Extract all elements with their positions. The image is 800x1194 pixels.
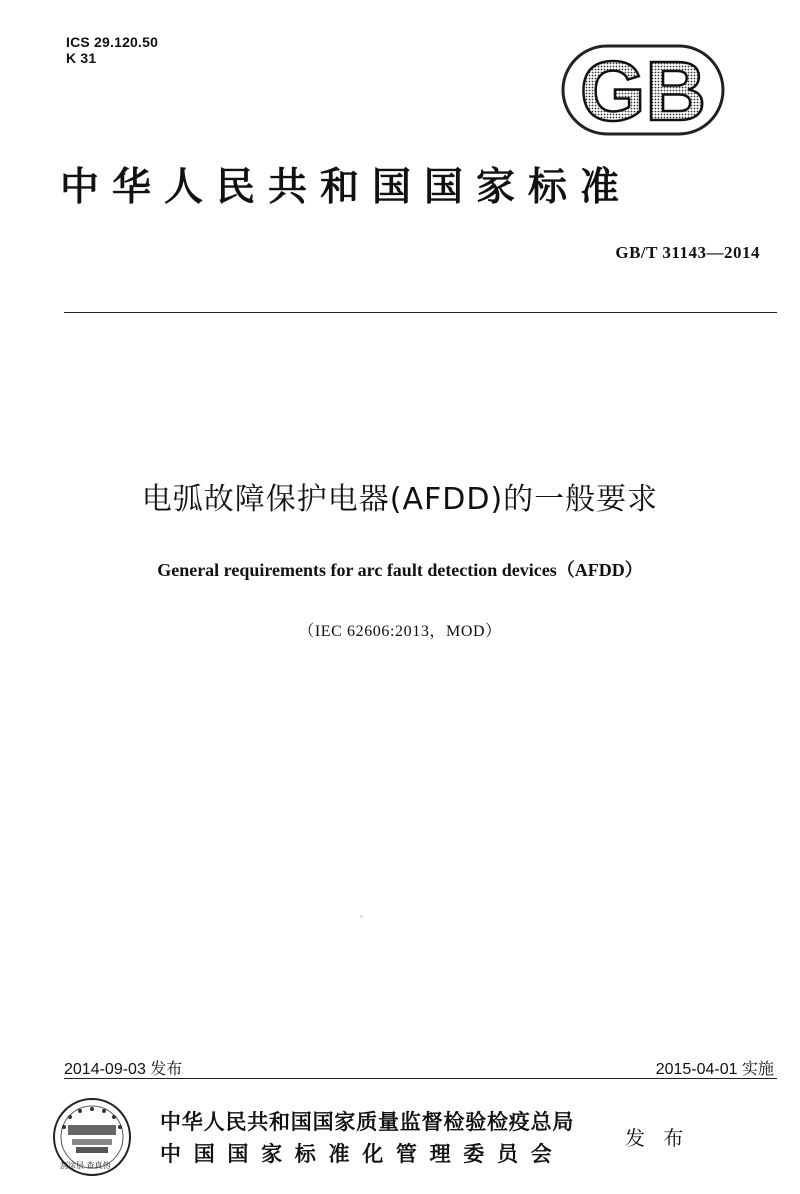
issuing-country-title: 中华人民共和国国家标准 xyxy=(60,165,633,210)
document-title-english: General requirements for arc fault detection devices（AFDD） xyxy=(157,560,643,580)
classification-codes xyxy=(66,34,158,66)
implementation-date: 2015-04-01 xyxy=(655,1061,738,1078)
implementation-label: 实施 xyxy=(741,1059,774,1078)
ccs-code: K 31 xyxy=(66,50,97,66)
issued-label: 发 布 xyxy=(625,1126,690,1150)
issue-date-line xyxy=(64,1056,182,1079)
document-title-chinese: 电弧故障保护电器(AFDD)的一般要求 xyxy=(141,482,659,517)
issuer-sac: 中国国家标准化管理委员会 xyxy=(160,1142,565,1166)
seal-caption: 刮涂层 查真伪 xyxy=(60,1161,111,1170)
implementation-date-line xyxy=(656,1056,774,1079)
issue-date: 2014-09-03 xyxy=(64,1061,146,1078)
footer-divider xyxy=(64,1078,777,1079)
issuer-aqsiq: 中华人民共和国国家质量监督检验检疫总局 xyxy=(160,1110,575,1134)
issue-label: 发布 xyxy=(150,1059,183,1078)
header-divider xyxy=(64,312,777,313)
standard-number: GB/T 31143—2014 xyxy=(615,243,760,262)
adoption-reference: （IEC 62606:2013，MOD） xyxy=(298,623,502,640)
gb-logo-text: GB xyxy=(580,44,706,136)
scan-speck xyxy=(360,915,363,918)
gb-logo xyxy=(561,44,725,136)
ics-code: ICS 29.120.50 xyxy=(66,34,159,50)
